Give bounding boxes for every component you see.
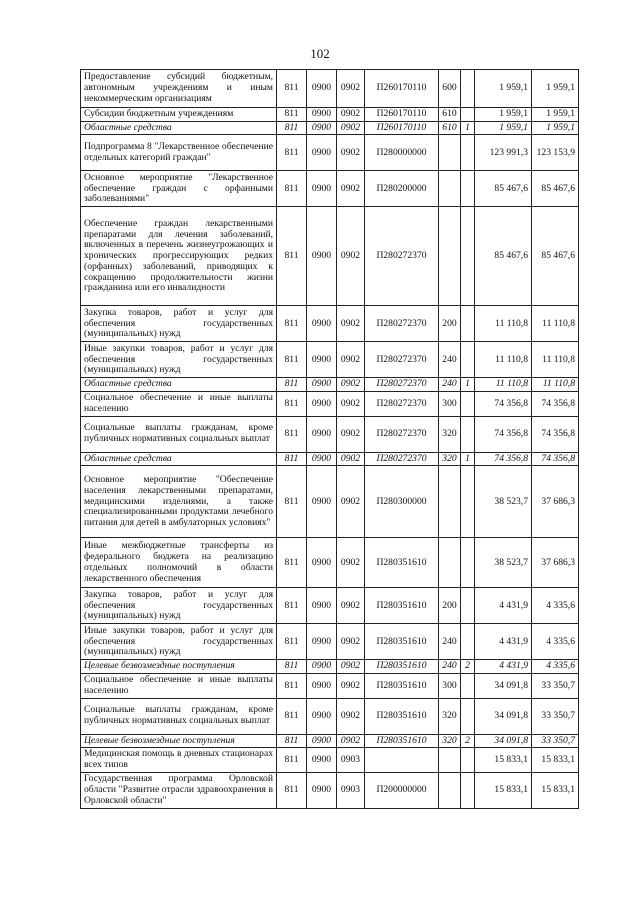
table-row	[81, 392, 579, 416]
ministry-code: 811	[277, 135, 307, 171]
ministry-code: 811	[277, 70, 307, 108]
target-article-code: П260170110	[365, 70, 439, 108]
amount-second: 74 356,8	[532, 452, 579, 466]
funding-source-code	[461, 772, 475, 808]
target-article-code: П280272370	[365, 416, 439, 452]
row-name: Областные средства	[81, 121, 277, 135]
expense-type-code: 200	[439, 588, 461, 624]
table-row	[81, 466, 579, 538]
target-article-code: П260170110	[365, 108, 439, 122]
table-row	[81, 378, 579, 392]
ministry-code: 811	[277, 538, 307, 588]
funding-source-code	[461, 698, 475, 734]
target-article-code: П280272370	[365, 378, 439, 392]
amount-first: 1 959,1	[475, 108, 532, 122]
amount-first: 74 356,8	[475, 416, 532, 452]
expense-type-code: 240	[439, 660, 461, 674]
expense-type-code: 320	[439, 416, 461, 452]
amount-second: 4 335,6	[532, 588, 579, 624]
amount-first: 11 110,8	[475, 378, 532, 392]
subsection-code: 0902	[337, 171, 365, 207]
ministry-code: 811	[277, 698, 307, 734]
funding-source-code	[461, 70, 475, 108]
amount-second: 15 833,1	[532, 772, 579, 808]
table-row	[81, 734, 579, 748]
funding-source-code	[461, 171, 475, 207]
table-row	[81, 588, 579, 624]
funding-source-code	[461, 674, 475, 698]
row-name: Иные закупки товаров, работ и услуг для обеспечения государственных (муниципальных) нужд	[81, 342, 277, 378]
amount-first: 85 467,6	[475, 171, 532, 207]
section-code: 0900	[307, 624, 337, 660]
expense-type-code: 240	[439, 378, 461, 392]
budget-table	[80, 69, 579, 809]
row-name: Социальное обеспечение и иные выплаты населению	[81, 674, 277, 698]
ministry-code: 811	[277, 466, 307, 538]
table-row	[81, 748, 579, 772]
ministry-code: 811	[277, 171, 307, 207]
ministry-code: 811	[277, 207, 307, 306]
ministry-code: 811	[277, 416, 307, 452]
subsection-code: 0902	[337, 660, 365, 674]
row-name: Субсидии бюджетным учреждениям	[81, 108, 277, 122]
expense-type-code	[439, 135, 461, 171]
amount-second: 85 467,6	[532, 207, 579, 306]
row-name: Закупка товаров, работ и услуг для обеспечения государственных (муниципальных) нужд	[81, 588, 277, 624]
table-row	[81, 538, 579, 588]
target-article-code: П280000000	[365, 135, 439, 171]
subsection-code: 0902	[337, 674, 365, 698]
subsection-code: 0902	[337, 698, 365, 734]
amount-first: 11 110,8	[475, 306, 532, 342]
target-article-code: П280272370	[365, 392, 439, 416]
row-name: Государственная программа Орловской области "Развитие отрасли здравоохранения в Орловской области"	[81, 772, 277, 808]
section-code: 0900	[307, 660, 337, 674]
amount-first: 15 833,1	[475, 748, 532, 772]
amount-second: 33 350,7	[532, 734, 579, 748]
expense-type-code: 610	[439, 108, 461, 122]
subsection-code: 0902	[337, 135, 365, 171]
funding-source-code	[461, 135, 475, 171]
target-article-code: П280300000	[365, 466, 439, 538]
amount-second: 74 356,8	[532, 392, 579, 416]
funding-source-code	[461, 538, 475, 588]
amount-second: 1 959,1	[532, 121, 579, 135]
ministry-code: 811	[277, 392, 307, 416]
row-name: Социальное обеспечение и иные выплаты населению	[81, 392, 277, 416]
amount-second: 74 356,8	[532, 416, 579, 452]
amount-second: 15 833,1	[532, 748, 579, 772]
row-name: Основное мероприятие "Лекарственное обеспечение граждан с орфанными заболеваниями"	[81, 171, 277, 207]
amount-first: 38 523,7	[475, 466, 532, 538]
subsection-code: 0902	[337, 452, 365, 466]
section-code: 0900	[307, 171, 337, 207]
funding-source-code	[461, 416, 475, 452]
amount-first: 85 467,6	[475, 207, 532, 306]
table-row	[81, 660, 579, 674]
target-article-code: П280272370	[365, 342, 439, 378]
table-row	[81, 207, 579, 306]
amount-second: 37 686,3	[532, 466, 579, 538]
page-number: 102	[310, 46, 330, 61]
amount-second: 1 959,1	[532, 70, 579, 108]
amount-first: 11 110,8	[475, 342, 532, 378]
ministry-code: 811	[277, 378, 307, 392]
section-code: 0900	[307, 378, 337, 392]
row-name: Целевые безвозмездные поступления	[81, 660, 277, 674]
row-name: Обеспечение граждан лекарственными препаратами для лечения заболеваний, включенных в перечень жизнеугрожающих и хронических прогрессирующих редких (орфанных) заболеваний, приводящих к сокращению продолжительности жизни гражданина или его инвалидности	[81, 207, 277, 306]
row-name: Иные закупки товаров, работ и услуг для обеспечения государственных (муниципальных) нужд	[81, 624, 277, 660]
subsection-code: 0902	[337, 207, 365, 306]
ministry-code: 811	[277, 772, 307, 808]
subsection-code: 0902	[337, 306, 365, 342]
expense-type-code: 320	[439, 698, 461, 734]
subsection-code: 0902	[337, 734, 365, 748]
row-name: Областные средства	[81, 378, 277, 392]
row-name: Основное мероприятие "Обеспечение населения лекарственными препаратами, медицинскими изделиями, а также специализированными продуктами лечебного питания для детей в амбулаторных условиях"	[81, 466, 277, 538]
amount-second: 85 467,6	[532, 171, 579, 207]
amount-second: 33 350,7	[532, 698, 579, 734]
section-code: 0900	[307, 342, 337, 378]
expense-type-code	[439, 466, 461, 538]
table-row	[81, 772, 579, 808]
subsection-code: 0902	[337, 378, 365, 392]
funding-source-code: 1	[461, 121, 475, 135]
expense-type-code	[439, 772, 461, 808]
row-name: Предоставление субсидий бюджетным, автономным учреждениям и иным некоммерческим организациям	[81, 70, 277, 108]
funding-source-code	[461, 306, 475, 342]
table-row	[81, 624, 579, 660]
amount-first: 4 431,9	[475, 660, 532, 674]
funding-source-code: 2	[461, 734, 475, 748]
subsection-code: 0902	[337, 121, 365, 135]
expense-type-code	[439, 171, 461, 207]
target-article-code: П280351610	[365, 588, 439, 624]
expense-type-code: 320	[439, 734, 461, 748]
subsection-code: 0902	[337, 70, 365, 108]
funding-source-code	[461, 748, 475, 772]
subsection-code: 0902	[337, 624, 365, 660]
table-row	[81, 306, 579, 342]
amount-first: 34 091,8	[475, 674, 532, 698]
target-article-code: П200000000	[365, 772, 439, 808]
subsection-code: 0902	[337, 416, 365, 452]
ministry-code: 811	[277, 674, 307, 698]
target-article-code: П280351610	[365, 698, 439, 734]
amount-first: 38 523,7	[475, 538, 532, 588]
expense-type-code: 610	[439, 121, 461, 135]
section-code: 0900	[307, 772, 337, 808]
expense-type-code: 300	[439, 392, 461, 416]
target-article-code: П260170110	[365, 121, 439, 135]
expense-type-code: 240	[439, 624, 461, 660]
expense-type-code: 320	[439, 452, 461, 466]
amount-second: 11 110,8	[532, 342, 579, 378]
funding-source-code: 1	[461, 378, 475, 392]
row-name: Закупка товаров, работ и услуг для обеспечения государственных (муниципальных) нужд	[81, 306, 277, 342]
ministry-code: 811	[277, 660, 307, 674]
ministry-code: 811	[277, 108, 307, 122]
expense-type-code: 200	[439, 306, 461, 342]
amount-second: 37 686,3	[532, 538, 579, 588]
table-row	[81, 108, 579, 122]
amount-second: 123 153,9	[532, 135, 579, 171]
amount-first: 34 091,8	[475, 698, 532, 734]
amount-first: 74 356,8	[475, 392, 532, 416]
amount-first: 4 431,9	[475, 588, 532, 624]
section-code: 0900	[307, 135, 337, 171]
section-code: 0900	[307, 452, 337, 466]
target-article-code: П280272370	[365, 452, 439, 466]
funding-source-code	[461, 624, 475, 660]
section-code: 0900	[307, 674, 337, 698]
ministry-code: 811	[277, 748, 307, 772]
row-name: Областные средства	[81, 452, 277, 466]
amount-first: 4 431,9	[475, 624, 532, 660]
row-name: Целевые безвозмездные поступления	[81, 734, 277, 748]
table-row	[81, 698, 579, 734]
ministry-code: 811	[277, 588, 307, 624]
funding-source-code	[461, 108, 475, 122]
section-code: 0900	[307, 306, 337, 342]
subsection-code: 0902	[337, 588, 365, 624]
row-name: Подпрограмма 8 "Лекарственное обеспечение отдельных категорий граждан"	[81, 135, 277, 171]
subsection-code: 0902	[337, 108, 365, 122]
target-article-code: П280351610	[365, 538, 439, 588]
section-code: 0900	[307, 734, 337, 748]
amount-first: 15 833,1	[475, 772, 532, 808]
ministry-code: 811	[277, 342, 307, 378]
section-code: 0900	[307, 588, 337, 624]
subsection-code: 0902	[337, 392, 365, 416]
amount-second: 11 110,8	[532, 378, 579, 392]
ministry-code: 811	[277, 734, 307, 748]
funding-source-code	[461, 392, 475, 416]
table-row	[81, 452, 579, 466]
subsection-code: 0902	[337, 538, 365, 588]
row-name: Социальные выплаты гражданам, кроме публичных нормативных социальных выплат	[81, 416, 277, 452]
table-row	[81, 135, 579, 171]
funding-source-code	[461, 466, 475, 538]
funding-source-code	[461, 588, 475, 624]
table-row	[81, 674, 579, 698]
amount-first: 1 959,1	[475, 70, 532, 108]
subsection-code: 0903	[337, 772, 365, 808]
section-code: 0900	[307, 698, 337, 734]
target-article-code: П280351610	[365, 734, 439, 748]
ministry-code: 811	[277, 306, 307, 342]
section-code: 0900	[307, 108, 337, 122]
amount-first: 34 091,8	[475, 734, 532, 748]
amount-first: 1 959,1	[475, 121, 532, 135]
section-code: 0900	[307, 416, 337, 452]
target-article-code: П280200000	[365, 171, 439, 207]
section-code: 0900	[307, 392, 337, 416]
table-row	[81, 416, 579, 452]
expense-type-code: 240	[439, 342, 461, 378]
section-code: 0900	[307, 121, 337, 135]
subsection-code: 0902	[337, 342, 365, 378]
expense-type-code: 600	[439, 70, 461, 108]
subsection-code: 0902	[337, 466, 365, 538]
expense-type-code: 300	[439, 674, 461, 698]
funding-source-code	[461, 207, 475, 306]
row-name: Социальные выплаты гражданам, кроме публичных нормативных социальных выплат	[81, 698, 277, 734]
table-row	[81, 121, 579, 135]
amount-second: 33 350,7	[532, 674, 579, 698]
table-row	[81, 171, 579, 207]
funding-source-code	[461, 342, 475, 378]
ministry-code: 811	[277, 624, 307, 660]
amount-second: 4 335,6	[532, 624, 579, 660]
section-code: 0900	[307, 466, 337, 538]
amount-second: 1 959,1	[532, 108, 579, 122]
amount-second: 11 110,8	[532, 306, 579, 342]
section-code: 0900	[307, 748, 337, 772]
ministry-code: 811	[277, 452, 307, 466]
expense-type-code	[439, 538, 461, 588]
target-article-code: П280351610	[365, 624, 439, 660]
expense-type-code	[439, 748, 461, 772]
target-article-code	[365, 748, 439, 772]
table-row	[81, 70, 579, 108]
ministry-code: 811	[277, 121, 307, 135]
funding-source-code: 2	[461, 660, 475, 674]
amount-first: 74 356,8	[475, 452, 532, 466]
row-name: Медицинская помощь в дневных стационарах всех типов	[81, 748, 277, 772]
section-code: 0900	[307, 207, 337, 306]
amount-second: 4 335,6	[532, 660, 579, 674]
budget-table-body	[81, 70, 579, 809]
target-article-code: П280351610	[365, 674, 439, 698]
target-article-code: П280272370	[365, 207, 439, 306]
target-article-code: П280272370	[365, 306, 439, 342]
subsection-code: 0903	[337, 748, 365, 772]
section-code: 0900	[307, 70, 337, 108]
table-row	[81, 342, 579, 378]
amount-first: 123 991,3	[475, 135, 532, 171]
row-name: Иные межбюджетные трансферты из федерального бюджета на реализацию отдельных полномочий в области лекарственного обеспечения	[81, 538, 277, 588]
funding-source-code: 1	[461, 452, 475, 466]
section-code: 0900	[307, 538, 337, 588]
target-article-code: П280351610	[365, 660, 439, 674]
expense-type-code	[439, 207, 461, 306]
